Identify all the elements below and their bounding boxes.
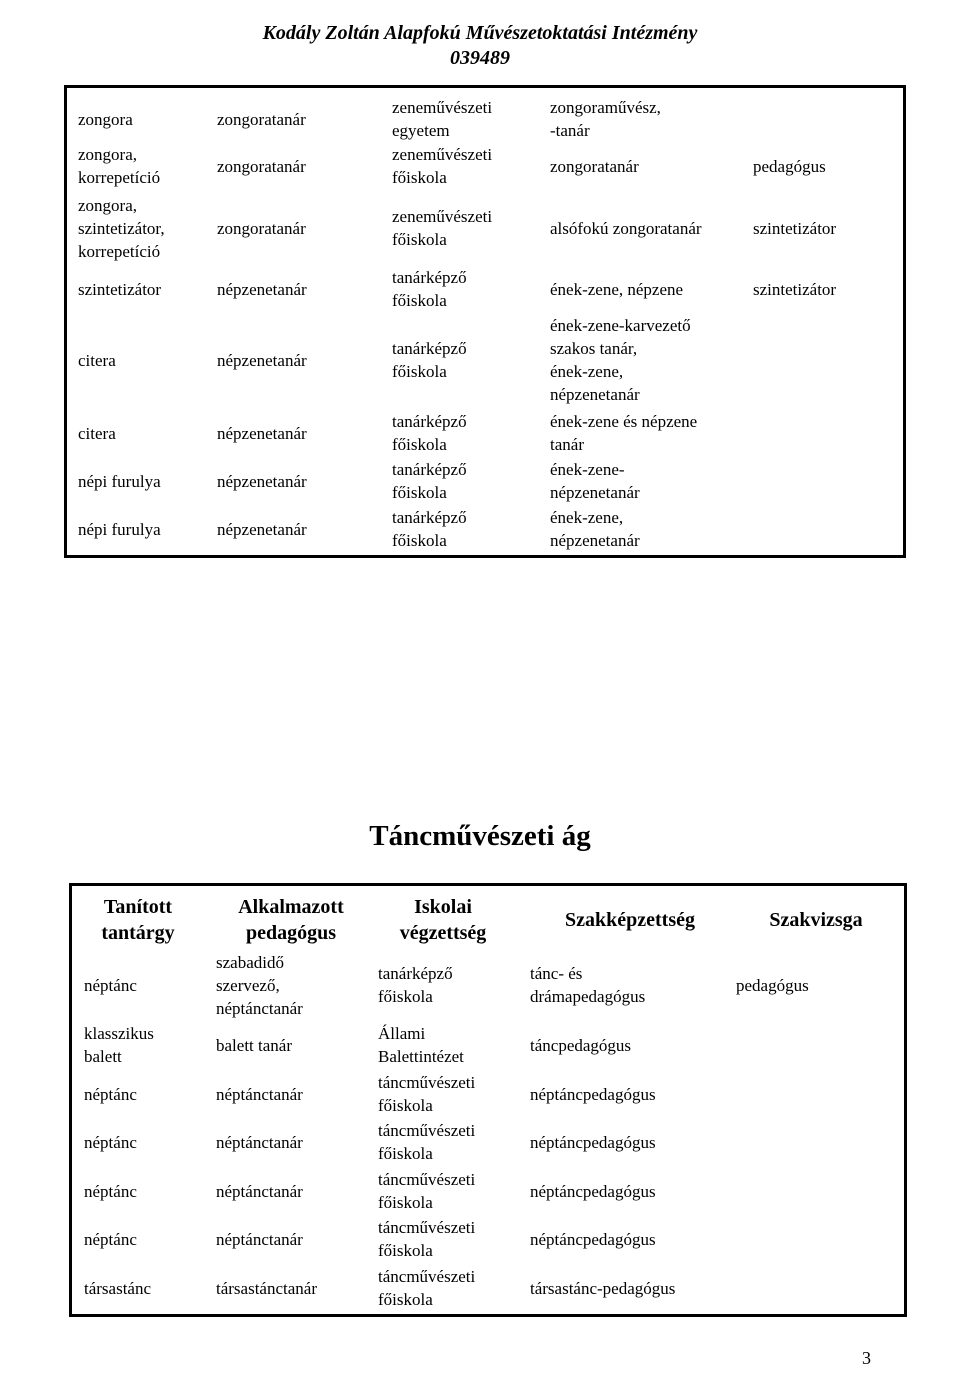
music-qualification-cell-line: népzenetanár [550, 531, 640, 550]
music-school-cell-line: tanárképző [392, 508, 467, 527]
music-school-cell-line: zeneművészeti [392, 145, 493, 164]
music-qualification-cell-line: tanár [550, 435, 584, 454]
music-teacher-cell-line: zongoratanár [217, 156, 306, 176]
music-school-cell [392, 96, 492, 142]
music-subject-cell-line: korrepetíció [78, 168, 161, 187]
music-school-cell-line: tanárképző [392, 268, 467, 287]
dance-subject-cell-line: néptánc [84, 1132, 137, 1152]
music-teacher-cell [217, 470, 307, 493]
music-subject-cell [78, 422, 116, 445]
music-teacher-cell [217, 518, 307, 541]
music-school-cell [392, 506, 467, 552]
music-subject-cell [78, 143, 160, 189]
music-school-cell-line: egyetem [392, 121, 450, 140]
music-exam-cell [753, 155, 826, 178]
music-subject-cell-line: szintetizátor, [78, 218, 165, 238]
music-school-cell-line: főiskola [392, 291, 447, 310]
dance-subject-cell-line: társastánc [84, 1278, 152, 1298]
page-number: 3 [862, 1348, 871, 1368]
dance-teacher-cell [216, 1034, 292, 1057]
music-qualification-cell-line: ének-zene, népzene [550, 279, 684, 299]
music-staff-table [64, 85, 906, 558]
dance-school-cell-line: Állami [378, 1024, 426, 1043]
music-exam-cell-line: szintetizátor [753, 218, 837, 238]
music-school-cell [392, 266, 467, 312]
dance-header-exam [736, 907, 896, 933]
dance-qualification-cell-line: néptáncpedagógus [530, 1084, 656, 1104]
music-qualification-cell-line: zongoratanár [550, 156, 639, 176]
dance-header-teacher [216, 894, 366, 946]
music-subject-cell [78, 349, 116, 372]
music-school-cell-line: tanárképző [392, 339, 467, 358]
dance-school-cell-line: táncművészeti [378, 1073, 476, 1092]
music-qualification-cell-line: népzenetanár [550, 385, 640, 404]
dance-teacher-cell-line: néptánctanár [216, 998, 303, 1018]
dance-school-cell [378, 1216, 475, 1262]
dance-school-cell [378, 1119, 475, 1165]
music-subject-cell-line: citera [78, 350, 116, 370]
music-exam-cell-line: szintetizátor [753, 279, 837, 299]
music-school-cell-line: főiskola [392, 531, 447, 550]
music-exam-cell [753, 217, 836, 240]
dance-qualification-cell [530, 1034, 631, 1057]
dance-header-teacher-line: Alkalmazott [238, 896, 344, 918]
music-teacher-cell-line: népzenetanár [217, 350, 307, 370]
music-subject-cell [78, 278, 161, 301]
music-qualification-cell [550, 458, 640, 504]
dance-qualification-cell-line: táncpedagógus [530, 1035, 632, 1055]
music-exam-cell-line: pedagógus [753, 156, 826, 176]
music-school-cell-line: tanárképző [392, 412, 467, 431]
music-school-cell [392, 205, 492, 251]
dance-school-cell-line: tanárképző [378, 964, 453, 983]
dance-qualification-cell-line: néptáncpedagógus [530, 1229, 656, 1249]
dance-teacher-cell-line: szervező, [216, 975, 280, 995]
music-teacher-cell-line: népzenetanár [217, 519, 307, 539]
dance-teacher-cell [216, 951, 303, 1020]
dance-qualification-cell-line: drámapedagógus [530, 987, 646, 1006]
music-subject-cell-line: citera [78, 423, 116, 443]
music-school-cell-line: főiskola [392, 483, 447, 502]
dance-subject-cell [84, 1180, 137, 1203]
music-subject-cell-line: zongora [78, 109, 133, 129]
music-subject-cell-line: szintetizátor [78, 279, 162, 299]
music-subject-cell-line: zongora, [78, 195, 138, 215]
music-school-cell-line: zeneművészeti [392, 207, 493, 226]
dance-subject-cell-line: néptánc [84, 1229, 137, 1249]
dance-qualification-cell [530, 1228, 656, 1251]
dance-qualification-cell [530, 1083, 656, 1106]
dance-header-school-line: Iskolai [414, 896, 472, 918]
dance-header-qualification-line: Szakképzettség [565, 909, 695, 931]
dance-header-school [378, 894, 508, 946]
music-school-cell [392, 410, 467, 456]
music-qualification-cell-line: -tanár [550, 121, 590, 140]
dance-teacher-cell-line: néptánctanár [216, 1229, 303, 1249]
music-qualification-cell-line: alsófokú zongoratanár [550, 218, 702, 238]
music-qualification-cell-line: ének-zene-karvezető [550, 316, 691, 335]
music-teacher-cell [217, 155, 306, 178]
music-school-cell [392, 337, 467, 383]
section-title: Táncművészeti ág [369, 820, 591, 852]
music-qualification-cell [550, 314, 691, 406]
music-qualification-cell [550, 410, 697, 456]
music-qualification-cell-line: ének-zene, [550, 508, 624, 527]
dance-header-school-line: végzettség [399, 922, 487, 944]
music-qualification-cell [550, 96, 661, 142]
music-subject-cell [78, 194, 165, 263]
dance-subject-cell-line: néptánc [84, 1084, 137, 1104]
music-subject-cell [78, 108, 133, 131]
dance-school-cell [378, 1071, 475, 1117]
music-qualification-cell-line: ének-zene, [550, 362, 624, 381]
music-qualification-cell-line: népzenetanár [550, 483, 640, 502]
dance-header-qualification [530, 907, 730, 933]
dance-school-cell [378, 962, 453, 1008]
music-school-cell [392, 143, 492, 189]
dance-school-cell-line: táncművészeti [378, 1218, 476, 1237]
dance-school-cell-line: főiskola [378, 1144, 433, 1163]
music-school-cell-line: főiskola [392, 168, 447, 187]
dance-subject-cell [84, 974, 137, 997]
music-school-cell-line: főiskola [392, 435, 447, 454]
institution-name: Kodály Zoltán Alapfokú Művészetoktatási Intézmény [262, 22, 698, 44]
dance-subject-cell-line: klasszikus [84, 1024, 154, 1043]
dance-qualification-cell-line: néptáncpedagógus [530, 1181, 656, 1201]
dance-teacher-cell-line: néptánctanár [216, 1181, 303, 1201]
dance-exam-cell [736, 974, 809, 997]
dance-school-cell [378, 1265, 475, 1311]
dance-school-cell-line: táncművészeti [378, 1170, 476, 1189]
dance-teacher-cell [216, 1083, 303, 1106]
dance-subject-cell-line: balett [84, 1047, 122, 1066]
music-qualification-cell [550, 155, 639, 178]
dance-header-subject-line: Tanított [103, 896, 173, 918]
dance-teacher-cell [216, 1131, 303, 1154]
music-teacher-cell-line: zongoratanár [217, 218, 306, 238]
dance-school-cell-line: főiskola [378, 1193, 433, 1212]
dance-teacher-cell-line: társastánctanár [216, 1278, 317, 1298]
dance-qualification-cell [530, 1180, 656, 1203]
dance-teacher-cell-line: balett tanár [216, 1035, 292, 1055]
dance-school-cell-line: főiskola [378, 1096, 433, 1115]
music-teacher-cell [217, 349, 307, 372]
music-exam-cell [753, 278, 836, 301]
dance-school-cell-line: táncművészeti [378, 1121, 476, 1140]
dance-school-cell-line: főiskola [378, 1241, 433, 1260]
music-teacher-cell-line: népzenetanár [217, 471, 307, 491]
dance-school-cell-line: táncművészeti [378, 1267, 476, 1286]
music-teacher-cell [217, 217, 306, 240]
music-subject-cell-line: zongora, [78, 145, 138, 164]
music-teacher-cell [217, 108, 306, 131]
music-qualification-cell-line: szakos tanár, [550, 339, 638, 358]
music-teacher-cell [217, 278, 307, 301]
dance-qualification-cell [530, 1131, 656, 1154]
music-school-cell [392, 458, 467, 504]
music-qualification-cell [550, 506, 640, 552]
dance-qualification-cell-line: néptáncpedagógus [530, 1132, 656, 1152]
dance-school-cell-line: Balettintézet [378, 1047, 464, 1066]
dance-school-cell-line: főiskola [378, 1290, 433, 1309]
dance-school-cell-line: főiskola [378, 987, 433, 1006]
dance-school-cell [378, 1168, 475, 1214]
dance-subject-cell [84, 1083, 137, 1106]
dance-staff-table [69, 883, 907, 1317]
dance-header-subject-line: tantárgy [101, 922, 175, 944]
dance-teacher-cell-line: szabadidő [216, 952, 284, 972]
music-qualification-cell-line: zongoraművész, [550, 98, 661, 117]
music-teacher-cell [217, 422, 307, 445]
dance-teacher-cell [216, 1277, 317, 1300]
dance-subject-cell [84, 1228, 137, 1251]
music-school-cell-line: tanárképző [392, 460, 467, 479]
music-school-cell-line: főiskola [392, 362, 447, 381]
dance-qualification-cell-line: társastánc-pedagógus [530, 1278, 676, 1298]
music-subject-cell [78, 470, 161, 493]
music-teacher-cell-line: zongoratanár [217, 109, 306, 129]
music-teacher-cell-line: népzenetanár [217, 423, 307, 443]
dance-subject-cell [84, 1131, 137, 1154]
music-qualification-cell [550, 278, 683, 301]
dance-teacher-cell-line: néptánctanár [216, 1084, 303, 1104]
dance-teacher-cell-line: néptánctanár [216, 1132, 303, 1152]
music-school-cell-line: főiskola [392, 230, 447, 249]
dance-qualification-cell [530, 1277, 675, 1300]
dance-teacher-cell [216, 1180, 303, 1203]
dance-teacher-cell [216, 1228, 303, 1251]
dance-subject-cell-line: néptánc [84, 975, 137, 995]
dance-subject-cell [84, 1022, 154, 1068]
dance-qualification-cell [530, 962, 645, 1008]
music-qualification-cell-line: ének-zene- [550, 460, 625, 479]
dance-school-cell [378, 1022, 464, 1068]
music-school-cell-line: zeneművészeti [392, 98, 493, 117]
dance-header-exam-line: Szakvizsga [769, 909, 863, 931]
music-subject-cell [78, 518, 161, 541]
dance-subject-cell [84, 1277, 151, 1300]
dance-header-subject [78, 894, 198, 946]
music-teacher-cell-line: népzenetanár [217, 279, 307, 299]
dance-exam-cell-line: pedagógus [736, 975, 809, 995]
music-subject-cell-line: korrepetíció [78, 241, 161, 261]
dance-header-teacher-line: pedagógus [245, 922, 337, 944]
music-qualification-cell [550, 217, 702, 240]
dance-qualification-cell-line: tánc- és [530, 964, 583, 983]
music-qualification-cell-line: ének-zene és népzene [550, 412, 698, 431]
institution-code: 039489 [450, 47, 510, 69]
dance-subject-cell-line: néptánc [84, 1181, 137, 1201]
music-subject-cell-line: népi furulya [78, 471, 161, 491]
music-subject-cell-line: népi furulya [78, 519, 161, 539]
